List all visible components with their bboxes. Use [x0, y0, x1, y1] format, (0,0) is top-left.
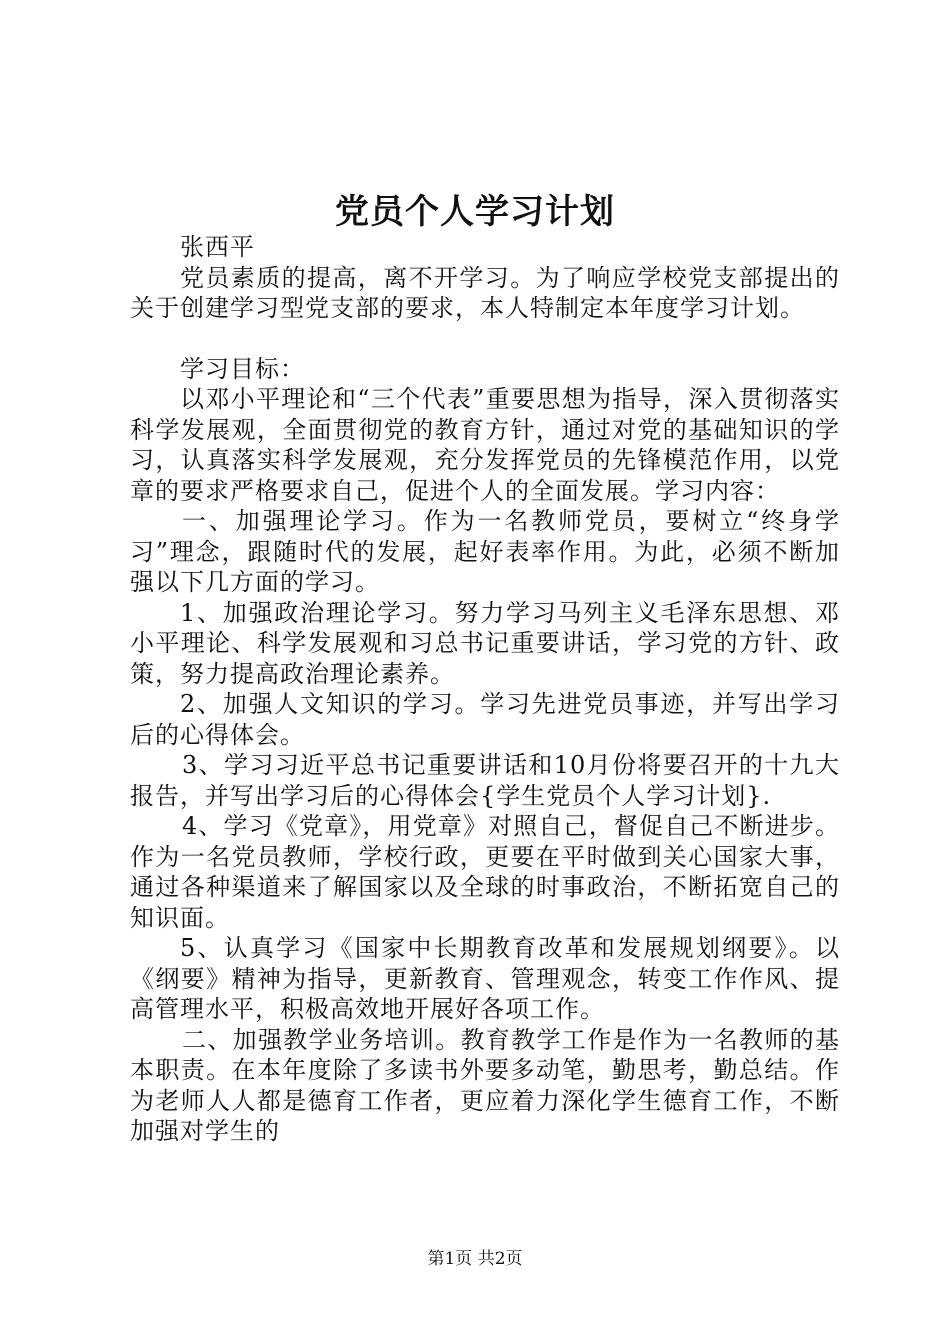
- paragraph-section-one: 一、加强理论学习。作为一名教师党员，要树立“终身学习”理念，跟随时代的发展，起好表率作用。为此，必须不断加强以下几方面的学习。: [130, 507, 840, 596]
- paragraph-spacer: [130, 324, 840, 354]
- paragraph-section-two: 二、加强教学业务培训。教育教学工作是作为一名教师的基本职责。在本年度除了多读书外要多动笔，勤思考，勤总结。作为老师人人都是德育工作者，更应着力深化学生德育工作，不断加强对学生的: [130, 1025, 840, 1145]
- paragraph-item-3: 3、学习习近平总书记重要讲话和10月份将要召开的十九大报告，并写出学习后的心得体会{学生党员个人学习计划}.: [130, 751, 840, 810]
- paragraph-item-2: 2、加强人文知识的学习。学习先进党员事迹，并写出学习后的心得体会。: [130, 690, 840, 749]
- paragraph-item-1: 1、加强政治理论学习。努力学习马列主义毛泽东思想、邓小平理论、科学发展观和习总书记重要讲话，学习党的方针、政策，努力提高政治理论素养。: [130, 598, 840, 688]
- author-name: 张西平: [180, 233, 255, 261]
- document-body: [130, 232, 840, 1147]
- heading-goals: 学习目标：: [180, 354, 305, 383]
- paragraph-item-5: 5、认真学习《国家中长期教育改革和发展规划纲要》。以《纲要》精神为指导，更新教育、管理观念，转变工作作风、提高管理水平，积极高效地开展好各项工作。: [130, 934, 840, 1023]
- paragraph-goals: 以邓小平理论和“三个代表”重要思想为指导，深入贯彻落实科学发展观，全面贯彻党的教育方针，通过对党的基础知识的学习，认真落实科学发展观，充分发挥党员的先锋模范作用，以党章的要求严格要求自己，促进个人的全面发展。学习内容：: [130, 385, 840, 505]
- paragraph-item-4: 4、学习《党章》，用党章》对照自己，督促自己不断进步。作为一名党员教师，学校行政，更要在平时做到关心国家大事，通过各种渠道来了解国家以及全球的时事政治，不断拓宽自己的知识面。: [130, 812, 840, 932]
- paragraph-intro: 党员素质的提高，离不开学习。为了响应学校党支部提出的关于创建学习型党支部的要求，本人特制定本年度学习计划。: [130, 263, 840, 322]
- document-title: 党员个人学习计划: [335, 192, 615, 232]
- page-number: 第1页 共2页: [427, 1249, 523, 1269]
